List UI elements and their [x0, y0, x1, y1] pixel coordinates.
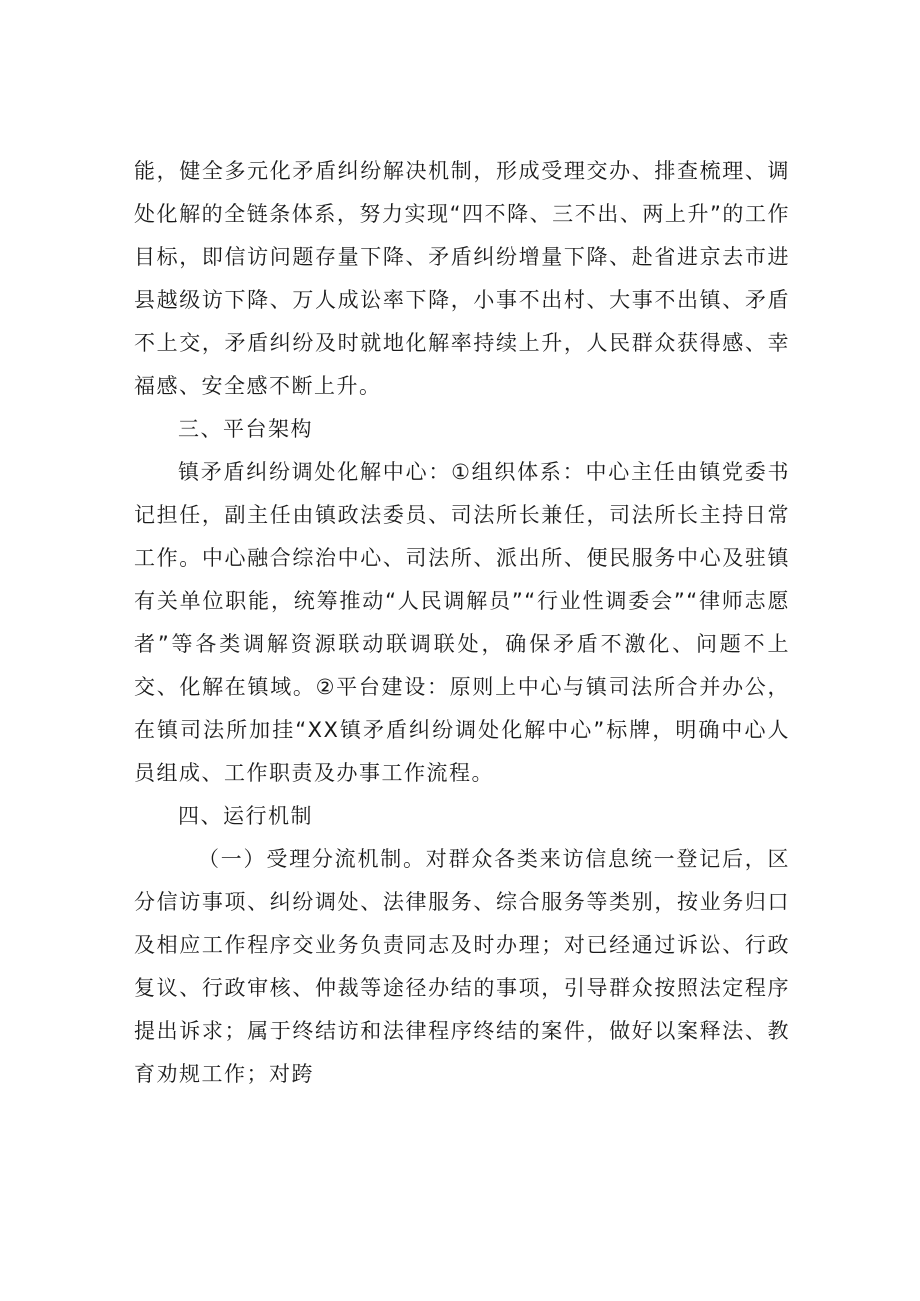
- paragraph-goals: 能，健全多元化矛盾纠纷解决机制，形成受理交办、排查梳理、调处化解的全链条体系，努力实现“四不降、三不出、两上升”的工作目标，即信访问题存量下降、矛盾纠纷增量下降、赴省进京去市进县越级访下降、万人成讼率下降，小事不出村、大事不出镇、矛盾不上交，矛盾纠纷及时就地化解率持续上升，人民群众获得感、幸福感、安全感不断上升。: [134, 159, 790, 398]
- document-body: [134, 150, 790, 1096]
- section-heading-platform-architecture: 三、平台架构: [178, 417, 313, 441]
- section-heading-operation-mechanism: 四、运行机制: [178, 804, 313, 828]
- paragraph-platform-center: 镇矛盾纠纷调处化解中心：①组织体系：中心主任由镇党委书记担任，副主任由镇政法委员、司法所长兼任，司法所长主持日常工作。中心融合综治中心、司法所、派出所、便民服务中心及驻镇有关单位职能，统筹推动“人民调解员”“行业性调委会”“律师志愿者”等各类调解资源联动联调联处，确保矛盾不激化、问题不上交、化解在镇域。②平台建设：原则上中心与镇司法所合并办公，在镇司法所加挂“XX镇矛盾纠纷调处化解中心”标牌，明确中心人员组成、工作职责及办事工作流程。: [134, 460, 790, 785]
- paragraph-intake-mechanism: （一）受理分流机制。对群众各类来访信息统一登记后，区分信访事项、纠纷调处、法律服务、综合服务等类别，按业务归口及相应工作程序交业务负责同志及时办理；对已经通过诉讼、行政复议、行政审核、仲裁等途径办结的事项，引导群众按照法定程序提出诉求；属于终结访和法律程序终结的案件，做好以案释法、教育劝规工作；对跨: [134, 847, 790, 1086]
